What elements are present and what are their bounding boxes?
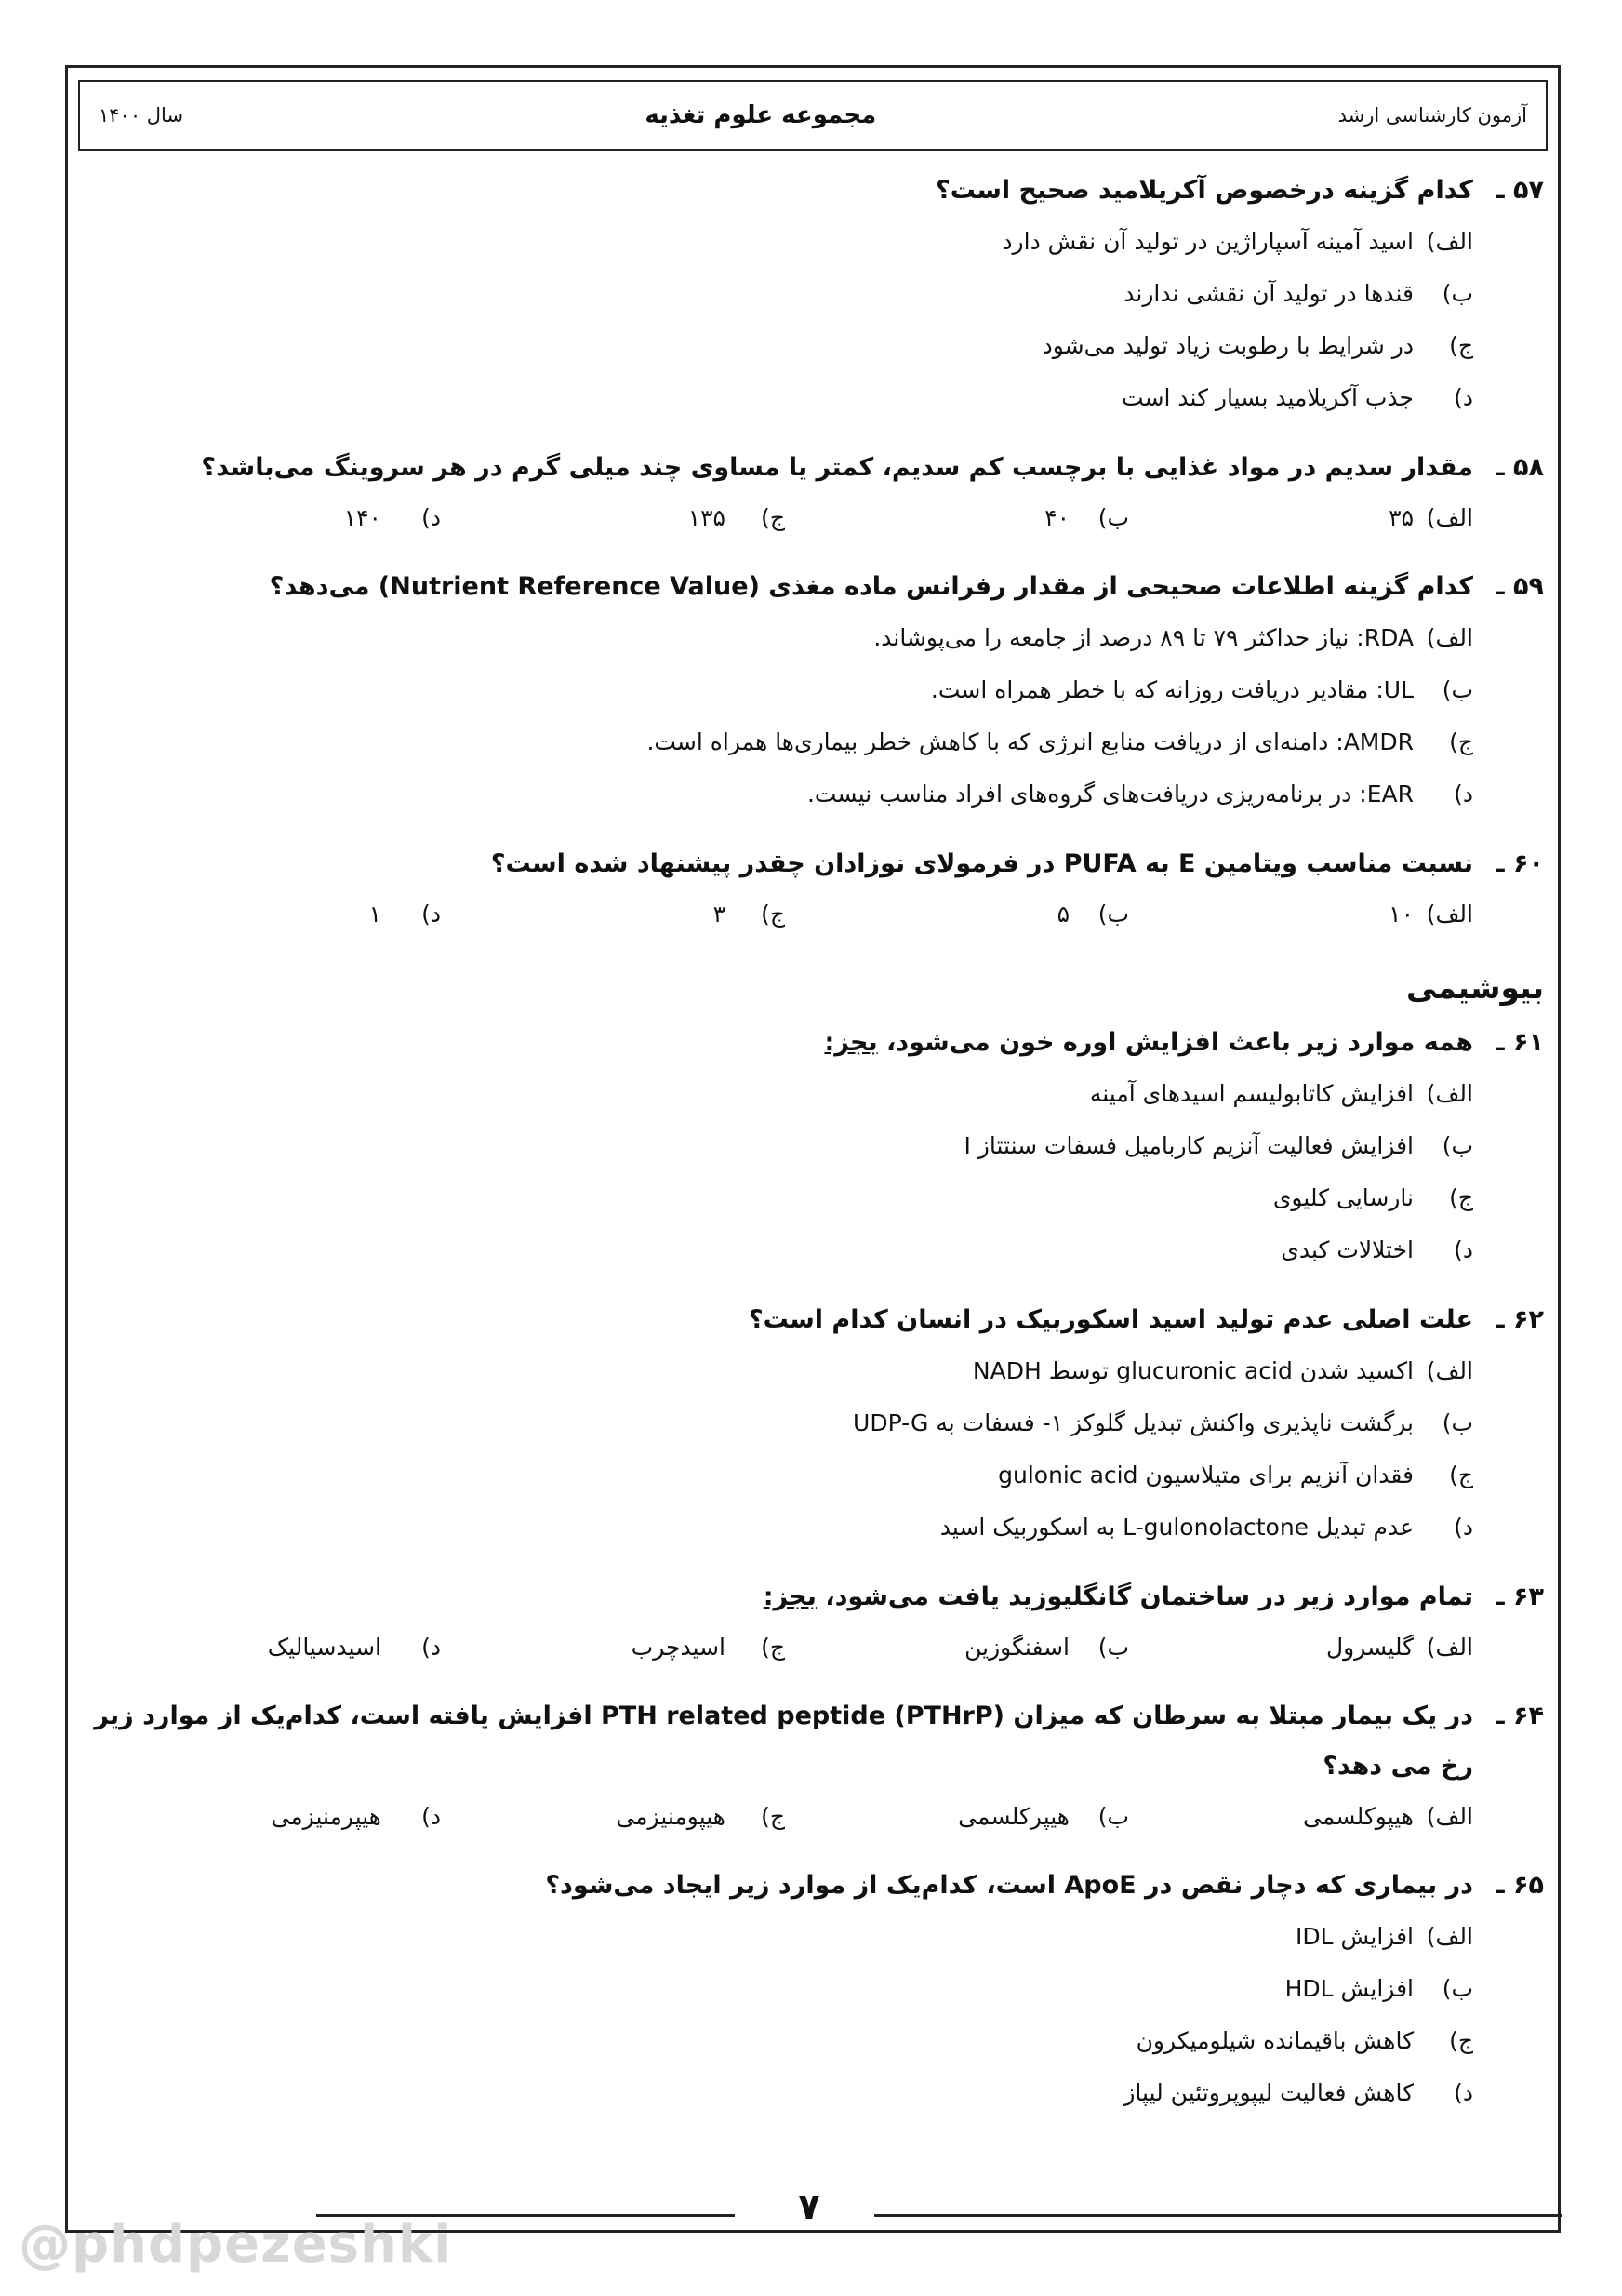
option <box>78 612 1473 664</box>
option-label: ب) <box>1097 1634 1129 1661</box>
option <box>1129 493 1473 543</box>
option <box>785 493 1129 543</box>
option-text: ۳۵ <box>1389 504 1414 531</box>
option-text: عدم تبدیل L-gulonolactone به اسکوربیک اسید <box>939 1514 1414 1541</box>
option <box>1129 1622 1473 1673</box>
option-label: الف) <box>1426 1923 1473 1950</box>
option-label: د) <box>421 1803 441 1830</box>
option-text: AMDR: دامنه‌ای از دریافت منابع انرژی که با کاهش خطر بیماری‌ها همراه است. <box>646 728 1414 755</box>
option-label: الف) <box>1426 901 1473 928</box>
option <box>1129 1792 1473 1842</box>
option-label: ب) <box>1442 1409 1473 1436</box>
option-label: د) <box>1454 384 1473 411</box>
option-label: الف) <box>1426 624 1473 651</box>
option <box>78 2015 1473 2067</box>
option-text: ۱۴۰ <box>343 504 381 531</box>
option <box>78 320 1473 372</box>
option-text: جذب آکریلامید بسیار کند است <box>1122 384 1414 411</box>
option-text: اسیدسیالیک <box>267 1634 381 1661</box>
except-keyword: بجز: <box>824 1028 878 1057</box>
option-label: د) <box>1454 2079 1473 2106</box>
page-header <box>78 80 1548 151</box>
option-text: ۱۰ <box>1389 901 1414 928</box>
option-text: ۴۰ <box>1044 504 1070 531</box>
option-label: ج) <box>1449 1184 1473 1211</box>
question-text: نسبت مناسب ویتامین E به PUFA در فرمولای نوزادان چقدر پیشنهاد شده است؟ <box>490 849 1473 878</box>
option <box>785 889 1129 940</box>
option-text: افزایش فعالیت آنزیم کاربامیل فسفات سنتتاز I <box>964 1132 1414 1159</box>
exam-year: سال ۱۴۰۰ <box>99 104 184 127</box>
subject-title: مجموعه علوم تغذیه <box>645 101 877 129</box>
option-text: ۳ <box>712 901 725 928</box>
option <box>78 1345 1473 1397</box>
option <box>785 1792 1129 1842</box>
option <box>441 493 785 543</box>
question-text: در یک بیمار مبتلا به سرطان که میزان PTH related peptide (PTHrP) افزایش یافته است، کدام‌یک از موارد زیر رخ می دهد؟ <box>94 1702 1473 1781</box>
option-text: EAR: در برنامه‌ریزی دریافت‌های گروه‌های افراد مناسب نیست. <box>806 781 1414 808</box>
question-text: علت اصلی عدم تولید اسید اسکوربیک در انسان کدام است؟ <box>748 1305 1473 1334</box>
page-number: ۷ <box>798 2186 820 2227</box>
option-label: ج) <box>1449 332 1473 359</box>
question-text: مقدار سدیم در مواد غذایی با برچسب کم سدیم، کمتر یا مساوی چند میلی گرم در هر سروینگ می‌باشد؟ <box>201 453 1473 482</box>
option <box>78 268 1473 320</box>
except-keyword: بجز: <box>763 1582 817 1611</box>
option-text: قندها در تولید آن نقشی ندارند <box>1123 280 1414 307</box>
footer-rule <box>874 2214 1562 2217</box>
question-62 <box>78 1295 1544 1554</box>
option <box>78 1502 1473 1554</box>
question-64 <box>78 1691 1544 1842</box>
question-number: ۶۵ ـ <box>1496 1871 1544 1900</box>
question-number: ۶۲ ـ <box>1496 1305 1544 1334</box>
option-text: اکسید شدن glucuronic acid توسط NADH <box>972 1357 1414 1384</box>
option-label: ج) <box>761 901 785 928</box>
option-label: ب) <box>1442 676 1473 703</box>
watermark: @phdpezeshki <box>19 2214 453 2275</box>
option-text: افزایش کاتابولیسم اسیدهای آمینه <box>1089 1080 1414 1107</box>
option-text: گلیسرول <box>1325 1634 1414 1661</box>
option <box>78 1911 1473 1963</box>
option-text: اسیدچرب <box>631 1634 725 1661</box>
option-label: الف) <box>1426 1080 1473 1107</box>
option-text: هیپوکلسمی <box>1303 1803 1414 1830</box>
option <box>97 889 441 940</box>
option-text: فقدان آنزیم برای متیلاسیون gulonic acid <box>998 1462 1414 1488</box>
question-59 <box>78 562 1544 821</box>
option <box>78 1224 1473 1276</box>
option-label: ب) <box>1097 901 1129 928</box>
option-text: RDA: نیاز حداکثر ۷۹ تا ۸۹ درصد از جامعه را می‌پوشاند. <box>873 624 1414 651</box>
option <box>97 493 441 543</box>
option-label: ب) <box>1097 1803 1129 1830</box>
option-label: ج) <box>761 504 785 531</box>
option <box>78 1172 1473 1224</box>
option-label: ج) <box>1449 2027 1473 2054</box>
option-text: UL: مقادیر دریافت روزانه که با خطر همراه است. <box>930 676 1414 703</box>
option-label: د) <box>421 504 441 531</box>
option-text: کاهش باقیمانده شیلومیکرون <box>1136 2027 1414 2054</box>
option <box>441 1622 785 1673</box>
option <box>1129 889 1473 940</box>
option-label: ب) <box>1442 1132 1473 1159</box>
option-text: هیپرکلسمی <box>958 1803 1070 1830</box>
option <box>78 1963 1473 2015</box>
option-label: د) <box>421 901 441 928</box>
option-label: ب) <box>1442 280 1473 307</box>
question-61 <box>78 1018 1544 1276</box>
option <box>78 372 1473 424</box>
option <box>97 1622 441 1673</box>
option-label: ج) <box>761 1634 785 1661</box>
exam-name: آزمون کارشناسی ارشد <box>1337 104 1527 127</box>
option-text: ۱ <box>368 901 381 928</box>
question-65 <box>78 1861 1544 2119</box>
option <box>441 889 785 940</box>
question-number: ۵۷ ـ <box>1496 176 1544 205</box>
question-60 <box>78 839 1544 940</box>
option-text: هیپومنیزمی <box>616 1803 725 1830</box>
questions <box>78 166 1544 2138</box>
option-text: در شرایط با رطوبت زیاد تولید می‌شود <box>1042 332 1414 359</box>
option-text: اسفنگوزین <box>964 1634 1070 1661</box>
option-label: ب) <box>1097 504 1129 531</box>
option-text: نارسایی کلیوی <box>1272 1184 1414 1211</box>
option-label: الف) <box>1426 1803 1473 1830</box>
option-label: د) <box>1454 1514 1473 1541</box>
question-text: تمام موارد زیر در ساختمان گانگلیوزید یافت می‌شود، <box>825 1582 1473 1611</box>
question-text: کدام گزینه درخصوص آکریلامید صحیح است؟ <box>936 176 1473 205</box>
question-text: همه موارد زیر باعث افزایش اوره خون می‌شود، <box>886 1028 1473 1057</box>
option <box>97 1792 441 1842</box>
option <box>78 1068 1473 1120</box>
question-number: ۶۴ ـ <box>1496 1702 1544 1730</box>
option-label: ج) <box>1449 1462 1473 1488</box>
option <box>78 1449 1473 1502</box>
question-number: ۶۰ ـ <box>1496 849 1544 878</box>
question-text: در بیماری که دچار نقص در ApoE است، کدام‌یک از موارد زیر ایجاد می‌شود؟ <box>545 1871 1473 1900</box>
option <box>78 216 1473 268</box>
option-text: اختلالات کبدی <box>1281 1236 1414 1263</box>
option-text: افزایش IDL <box>1296 1923 1414 1950</box>
option-label: ج) <box>1449 728 1473 755</box>
option <box>441 1792 785 1842</box>
option-text: ۵ <box>1057 901 1070 928</box>
option <box>78 1120 1473 1172</box>
option-text: افزایش HDL <box>1284 1975 1414 2002</box>
option-label: الف) <box>1426 1357 1473 1384</box>
option-text: اسید آمینه آسپاراژین در تولید آن نقش دارد <box>1002 228 1414 255</box>
option-label: ب) <box>1442 1975 1473 2002</box>
question-number: ۵۸ ـ <box>1496 453 1544 482</box>
question-63 <box>78 1572 1544 1673</box>
option-label: د) <box>421 1634 441 1661</box>
option <box>785 1622 1129 1673</box>
section-title: بیوشیمی <box>1406 969 1544 1006</box>
option-label: د) <box>1454 781 1473 808</box>
option-label: ج) <box>761 1803 785 1830</box>
option <box>78 768 1473 821</box>
option-text: کاهش فعالیت لیپوپروتئین لیپاز <box>1123 2079 1414 2106</box>
option-label: الف) <box>1426 228 1473 255</box>
option-text: برگشت ناپذیری واکنش تبدیل گلوکز ۱- فسفات به UDP-G <box>853 1409 1414 1436</box>
option-label: د) <box>1454 1236 1473 1263</box>
question-number: ۶۳ ـ <box>1496 1582 1544 1611</box>
option-label: الف) <box>1426 1634 1473 1661</box>
option-label: الف) <box>1426 504 1473 531</box>
option <box>78 2067 1473 2119</box>
question-number: ۶۱ ـ <box>1496 1028 1544 1057</box>
question-number: ۵۹ ـ <box>1496 572 1544 601</box>
option <box>78 664 1473 716</box>
option <box>78 716 1473 768</box>
option <box>78 1397 1473 1449</box>
question-text: کدام گزینه اطلاعات صحیحی از مقدار رفرانس ماده مغذی (Nutrient Reference Value) می‌دهد؟ <box>269 572 1473 601</box>
option-text: ۱۳۵ <box>687 504 725 531</box>
option-text: هیپرمنیزمی <box>271 1803 381 1830</box>
question-57 <box>78 166 1544 424</box>
question-58 <box>78 443 1544 543</box>
